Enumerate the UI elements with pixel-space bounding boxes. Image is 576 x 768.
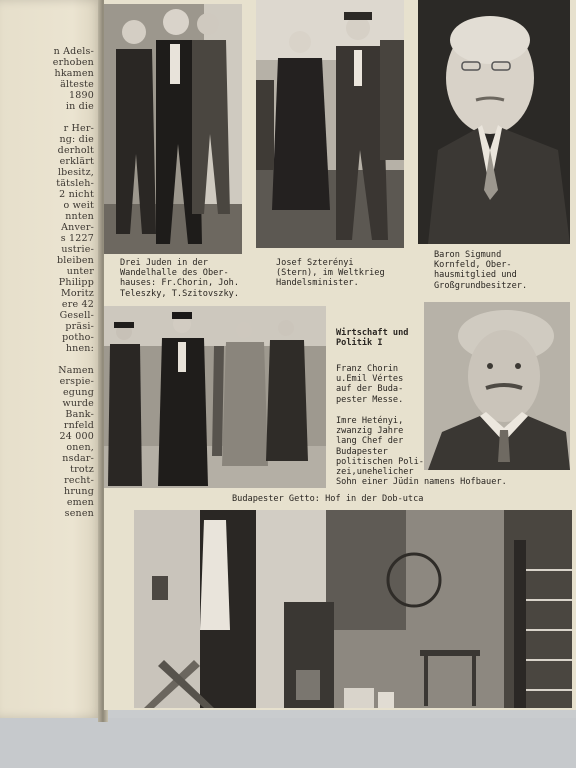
left-page-line: in die [65,101,94,112]
left-page-line: r Her- [63,123,94,134]
left-page-line: Bank- [65,409,94,420]
caption-photo2: Josef Szterényi (Stern), im Weltkrieg Handelsminister. [276,258,385,289]
left-page-line: onen, [66,442,94,453]
section-title: Wirtschaft und Politik I [336,328,409,349]
left-page-line: ng: die [59,134,94,145]
caption-photo5: Imre Hetényi, zwanzig Jahre lang Chef der Budapester politischen Poli- zei,unehelicher Sohn einer Jüdin namens Hofbauer. [336,416,507,488]
left-page-line: hrung [64,486,94,497]
background-table [0,718,576,768]
photo-chorin-vertes-messe [104,306,326,488]
left-page-line: 2 nicht [59,189,94,200]
photo-hetenyi-portrait [424,302,570,470]
left-page-line: 1890 [69,90,94,101]
photo-three-men-hall [104,4,242,254]
left-page-line: derholt [57,145,94,156]
left-page-line: älteste [60,79,94,90]
left-page-line: hnen: [65,343,94,354]
caption-photo1: Drei Juden in der Wandelhalle des Ober- hauses: Fr.Chorin, Joh. Teleszky, T.Szitovszky. [120,258,239,299]
left-page-line: bleiben [56,255,94,266]
left-page-line: recht- [64,475,94,486]
right-page [104,0,576,710]
left-page-line: Anver- [61,222,94,233]
left-page-line: egung [62,387,94,398]
left-page-line: Moritz [60,288,94,299]
left-page-line: trotz [70,464,94,475]
left-page-line: wurde [62,398,94,409]
left-page-line: ere 42 [61,299,94,310]
caption-ghetto: Budapester Getto: Hof in der Dob-utca [232,494,424,504]
left-page-line: o weit [63,200,94,211]
photo-ghetto-courtyard [134,510,572,708]
left-page-line: nsdar- [62,453,94,464]
left-page-line: Gesell- [59,310,94,321]
left-page-line: n Adels- [53,46,94,57]
left-page-line: erspie- [59,376,94,387]
left-page-line: ustrie- [61,244,94,255]
left-page-line: präsi- [65,321,94,332]
left-page-line: rnfeld [63,420,94,431]
left-page-line: erklärt [59,156,94,167]
left-page-line: 24 000 [59,431,94,442]
left-page-line: emen [66,497,94,508]
caption-photo4: Franz Chorin u.Emil Vértes auf der Buda- pester Messe. [336,364,404,405]
photo-kornfeld-portrait [418,0,570,244]
left-page-line: erhoben [52,57,94,68]
left-page-line: hkamen [54,68,94,79]
left-page-line: nnten [65,211,94,222]
caption-photo3: Baron Sigmund Kornfeld, Ober- hausmitglied und Großgrundbesitzer. [434,250,528,291]
left-page-line: s 1227 [60,233,94,244]
left-page-line: unter [66,266,94,277]
left-page-line: tätsleh- [56,178,94,189]
left-page-line: potho- [62,332,94,343]
left-page [0,0,104,718]
left-page-line: Namen [58,365,94,376]
left-page-line: Philipp [58,277,94,288]
left-page-line: lbesitz, [57,167,94,178]
left-page-line: senen [64,508,94,519]
photo-szterenyi [256,0,404,248]
